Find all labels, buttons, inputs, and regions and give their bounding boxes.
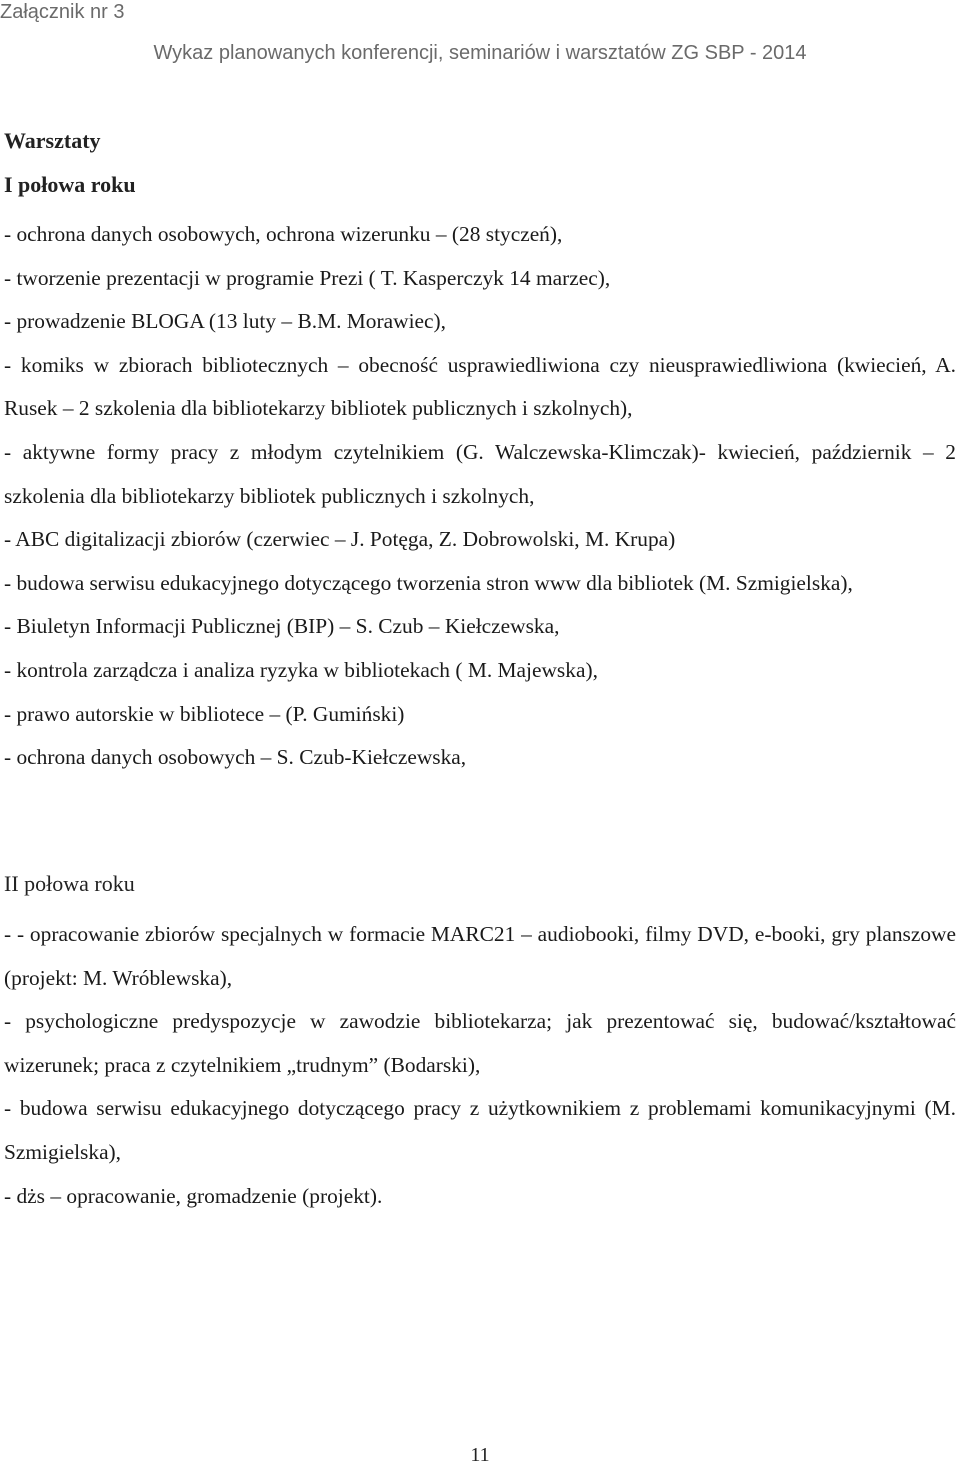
list-item: - Biuletyn Informacji Publicznej (BIP) – S. Czub – Kiełczewska, [4, 614, 560, 639]
list-item: - dżs – opracowanie, gromadzenie (projekt). [4, 1183, 383, 1208]
list-item: - tworzenie prezentacji w programie Prezi ( T. Kasperczyk 14 marzec), [4, 265, 611, 290]
page-number: 11 [470, 1444, 490, 1466]
list-item: - psychologiczne predyspozycje w zawodzie bibliotekarza; jak prezentować się, budować/kształtować wizerunek; praca z czytelnikiem „trudnym” (Bodarski), [4, 1009, 956, 1077]
document-title: Wykaz planowanych konferencji, seminariów i warsztatów ZG SBP - 2014 [153, 42, 807, 64]
list-item: - kontrola zarządcza i analiza ryzyka w bibliotekach ( M. Majewska), [4, 657, 598, 682]
first-half-heading: I połowa roku [4, 172, 136, 197]
list-item: - aktywne formy pracy z młodym czytelnikiem (G. Walczewska-Klimczak)- kwiecień, październik – 2 szkolenia dla bibliotekarzy bibliotek publicznych i szkolnych, [4, 439, 956, 508]
second-half-heading: II połowa roku [4, 871, 135, 896]
list-item: - ochrona danych osobowych, ochrona wizerunku – (28 styczeń), [4, 222, 563, 246]
second-half-list [4, 913, 956, 1218]
list-item: - prowadzenie BLOGA (13 luty – B.M. Morawiec), [4, 309, 446, 334]
list-item: - - opracowanie zbiorów specjalnych w formacie MARC21 – audiobooki, filmy DVD, e-booki, gry planszowe (projekt: M. Wróblewska), [4, 922, 956, 990]
section-heading-workshops: Warsztaty [4, 128, 101, 153]
annex-label: Załącznik nr 3 [0, 1, 125, 23]
list-item: - ochrona danych osobowych – S. Czub-Kiełczewska, [4, 745, 467, 770]
list-item: - budowa serwisu edukacyjnego dotyczącego tworzenia stron www dla bibliotek (M. Szmigielska), [4, 570, 853, 595]
first-half-list [4, 213, 956, 780]
list-item: - prawo autorskie w bibliotece – (P. Gumiński) [4, 701, 405, 726]
list-item: - ABC digitalizacji zbiorów (czerwiec – J. Potęga, Z. Dobrowolski, M. Krupa) [4, 527, 676, 552]
list-item: - komiks w zbiorach bibliotecznych – obecność usprawiedliwiona czy nieusprawiedliwiona (kwiecień, A. Rusek – 2 szkolenia dla bibliotekarzy bibliotek publicznych i szkolnych), [4, 352, 956, 421]
list-item: - budowa serwisu edukacyjnego dotyczącego pracy z użytkownikiem z problemami komunikacyjnymi (M. Szmigielska), [4, 1096, 956, 1164]
